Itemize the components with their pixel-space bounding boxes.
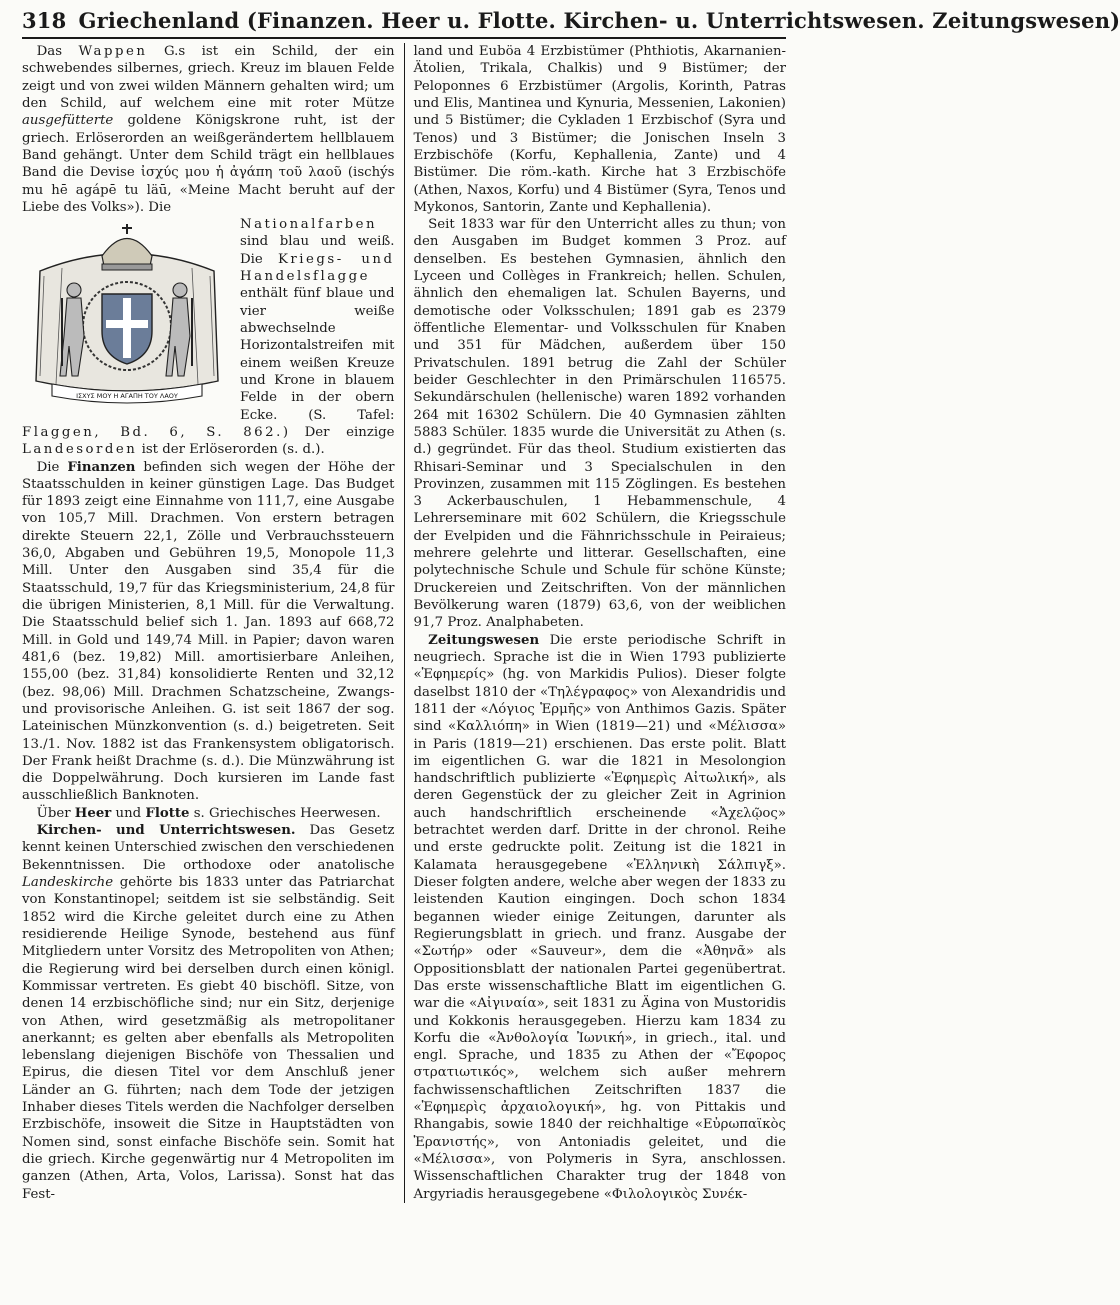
- header-rule: [22, 37, 786, 39]
- wappen-text: G.s ist ein Schild, der ein schwebendes silbernes, griech. Kreuz im blauen Felde zeigt und von zwei wilden Männern gehalten wird; um den Schild, auf welchem eine mit roter Mütze: [22, 44, 395, 111]
- zeitung-text: Die erste periodische Schrift in neugriech. Sprache ist die in Wien 1793 publizierte «Ἐφημερίς» (hg. von Markidis Pulios). Dieser folgte daselbst 1810 der «Τηλέγραφος» von Alexandridis und 1811 der «Λόγιος Ἑρμῆς» von Anthimos Gazis. Später sind «Καλλιόπη» in Wien (1819—21) und «Μέλισσα» in Paris (1819—21) erschienen. Das erste polit. Blatt im eigentlichen G. war die 1821 in Mesolongion handschriftlich publizierte «Ἐφημερὶς Αἰτωλική», als deren Gegenstück der zu gleicher Zeit in Agrinion auch handschriftlich erscheinende «Ἀχελῷος» betrachtet werden darf. Dritte in der chronol. Reihe und erste gedruckte polit. Zeitung ist die 1821 in Kalamata herausgegebene «Ἑλληνικὴ Σάλπιγξ». Dieser folgten andere, welche aber wegen der 1833 zu leistenden Kaution eingingen. Doch schon 1834 begannen wieder einige Zeitungen, darunter als Regierungsblatt in griech. und franz. Ausgabe der «Σωτήρ» oder «Sauveur», dem die «Ἀθηνᾶ» als Oppositionsblatt der nationalen Partei gegenübertrat. Das erste wissenschaftliche Blatt im eigentlichen G. war die «Αἰγιναία», seit 1831 zu Ägina von Mustoridis und Kokkonis herausgegeben. Hierzu kam 1834 zu Korfu die «Ἀνθολογία Ἰωνική», in griech., ital. und engl. Sprache, und 1835 zu Athen der «Ἔφορος στρατιωτικός», welchem sich außer mehrern fachwissenschaftlichen Zeitschriften 1837 die «Ἐφημερὶς ἀρχαιολογική», hg. von Pittakis und Rhangabis, sowie 1840 der reichhaltige «Εὐρωπαϊκὸς Ἐρανιστής», von Antoniadis geleitet, und die «Μέλισσα», von Polymeris in Syra, anschlossen. Wissenschaftlichen Charakter trug der 1848 von Argyriadis herausgegebene «Φιλολογικὸς Συνέκ-: [413, 632, 786, 1202]
- wappen-italic: ausgefütterte: [22, 113, 114, 129]
- heer-und: und: [111, 805, 146, 821]
- wappen-text-5: ) Der einzige: [282, 424, 395, 440]
- coat-of-arms-illustration: [22, 216, 232, 416]
- flotte-heading: Flotte: [145, 805, 190, 821]
- finanzen-intro: Die: [36, 459, 68, 475]
- crest-motto: ΙΣΧΥΣ ΜΟΥ Η ΑΓΑΠΗ ΤΟΥ ΛΑΟΥ: [76, 392, 178, 401]
- heer-heading: Heer: [74, 805, 112, 821]
- kriegsflagge-term: Kriegs- und Handelsflagge: [240, 251, 395, 285]
- wappen-text-4: enthält fünf blaue und vier weiße abwechselnde Horizontalstreifen mit einem weißen Kreuze und Krone in blauem Felde in der obern Ecke. (S. Tafel:: [240, 286, 395, 423]
- finanzen-heading: Finanzen: [67, 459, 136, 475]
- heer-reference: s. Griechisches Heerwesen.: [189, 805, 381, 821]
- wappen-intro: Das: [36, 44, 79, 59]
- wappen-term: Wappen: [78, 44, 148, 59]
- left-column: [22, 43, 404, 1203]
- nationalfarben-term: Nationalfarben: [240, 217, 378, 233]
- running-header: [22, 8, 1120, 34]
- heer-paragraph: [22, 805, 395, 822]
- finanzen-paragraph: [22, 459, 395, 805]
- heer-pre: Über: [36, 805, 75, 821]
- unterricht-paragraph: Seit 1833 war für den Unterricht alles zu thun; von den Ausgaben im Budget kommen 3 Proz. auf denselben. Es bestehen Gymnasien, ähnlich den Lyceen und Collèges in Frankreich; hellen. Schulen, ähnlich den ehemaligen lat. Schulen Bayerns, und demotische oder Volksschulen; 1891 gab es 2379 öffentliche Elementar- und Volksschulen für Knaben und 351 für Mädchen, außerdem über 150 Privatschulen. 1891 betrug die Zahl der Schüler beider Geschlechter in den Primärschulen 116575. Sekundärschulen (hellenische) waren 1892 vorhanden 264 mit 16302 Schülern. Die 40 Gymnasien zählten 5883 Schüler. 1835 wurde die Universität zu Athen (s. d.) gegründet. Für das theol. Studium existierten das Rhisari-Seminar und 3 Specialschulen in den Provinzen, zusammen mit 115 Zöglingen. Es bestehen 3 Ackerbauschulen, 1 Hebammenschule, 4 Lehrerseminare mit 602 Schülern, die Kriegsschule der Evelpiden und die Fähnrichsschule in Peiraieus; mehrere gelehrte und litterar. Gesellschaften, eine polytechnische Schule und Schule für schöne Künste; Druckereien und Zeitschriften. Von der männlichen Bevölkerung waren (1879) 63,6, von der weiblichen 91,7 Proz. Analphabeten.: [413, 217, 786, 631]
- header-title: Griechenland (Finanzen. Heer u. Flotte. Kirchen- u. Unterrichtswesen. Zeitungswesen): [78, 8, 1120, 33]
- kirchen-text: Das Gesetz kennt keinen Unterschied zwischen den verschiedenen Bekenntnissen. Die orthodoxe oder anatolische: [22, 823, 395, 873]
- text-columns: [22, 43, 786, 1203]
- landeskirche-term: Landeskirche: [22, 875, 114, 890]
- zeitung-heading: Zeitungswesen: [428, 632, 540, 648]
- wappen-text-2: goldene Königskrone ruht, ist der griech. Erlöserorden an weißgerändertem hellblauem Band gehängt. Unter dem Schild trägt ein hellblaues Band die Devise ἰσχύς μου ἡ ἀγάπη τοῦ λαοῦ (ischýs mu hē agápē tu läū, «Meine Macht beruht auf der Liebe des Volks»). Die: [22, 113, 395, 215]
- finanzen-text: befinden sich wegen der Höhe der Staatsschulden in keiner günstigen Lage. Das Budget für 1893 zeigt eine Einnahme von 111,7, eine Ausgabe von 105,7 Mill. Drachmen. Von erstern betragen direkte Steuern 22,1, Zölle und Verbrauchssteuern 36,0, Abgaben und Gebühren 19,5, Monopole 11,3 Mill. Unter den Ausgaben sind 35,4 für die Staatsschuld, 19,7 für das Kriegsministerium, 24,8 für die übrigen Ministerien, 8,1 Mill. für die Verwaltung. Die Staatsschuld belief sich 1. Jan. 1893 auf 668,72 Mill. in Gold und 149,74 Mill. in Papier; davon waren 481,6 (bez. 19,82) Mill. amortisierbare Anleihen, 155,00 (bez. 31,84) konsolidierte Renten und 32,12 (bez. 98,06) Mill. Drachmen Schatzscheine, Zwangs- und provisorische Anleihen. G. ist seit 1867 der sog. Lateinischen Münzkonvention (s. d.) beigetreten. Seit 13./1. Nov. 1882 ist das Frankensystem obligatorisch. Der Frank heißt Drachme (s. d.). Die Münzwährung ist die Doppelwährung. Doch kursieren im Lande fast ausschließlich Banknoten.: [22, 459, 395, 804]
- right-column: [404, 43, 787, 1203]
- page-number: 318: [22, 8, 67, 33]
- wappen-text-3: sind blau und weiß. Die: [240, 234, 395, 267]
- zeitung-paragraph: [414, 632, 787, 1203]
- wappen-text-6: ist der Erlöserorden (s. d.).: [137, 442, 325, 458]
- kirchen-paragraph: [22, 822, 395, 1203]
- kirchen-heading: Kirchen- und Unterrichtswesen.: [36, 823, 296, 839]
- landesorden-term: Landesorden: [22, 442, 138, 458]
- kirchen-text-2: gehörte bis 1833 unter das Patriarchat von Konstantinopel; seitdem ist sie selbständig. Seit 1852 wird die Kirche geleitet durch eine zu Athen residierende Heilige Synode, bestehend aus fünf Mitgliedern unter Vorsitz des Metropoliten von Athen; die Regierung wird bei derselben durch einen königl. Kommissar vertreten. Es giebt 40 bischöfl. Sitze, von denen 14 erzbischöfliche sind; nur ein Sitz, derjenige von Athen, wird gesetzmäßig als metropolitaner anerkannt; es gelten aber ebenfalls als Metropoliten lebenslang diejenigen Bischöfe von Thessalien und Epirus, die diesen Titel vor dem Anschluß jener Länder an G. führten; nach dem Tode der jetzigen Inhaber dieses Titels werden die Nachfolger derselben Erzbischöfe, insoweit die Sitze in Hauptstädten von Nomen sind, sonst einfache Bischöfe sein. Somit hat die griech. Kirche gegenwärtig nur 4 Metropoliten im ganzen (Athen, Arta, Volos, Larissa). Sonst hat das Fest-: [22, 875, 395, 1202]
- flaggen-reference: Flaggen, Bd. 6, S. 862.: [22, 424, 283, 440]
- kirchen-continuation: land und Euböa 4 Erzbistümer (Phthiotis, Akarnanien-Ätolien, Trikala, Chalkis) und 9 Bistümer; der Peloponnes 6 Erzbistümer (Argolis, Korinth, Patras und Elis, Mantinea und Kynuria, Messenien, Lakonien) und 5 Bistümer; die Cykladen 1 Erzbischof (Syra und Tenos) und 3 Bistümer; die Jonischen Inseln 3 Erzbischöfe (Korfu, Kephallenia, Zante) und 4 Bistümer. Die röm.-kath. Kirche hat 3 Erzbischöfe (Athen, Naxos, Korfu) und 4 Bistümer (Syra, Tenos und Mykonos, Santorin, Zante und Kephallenia).: [413, 44, 786, 215]
- wappen-paragraph: [22, 43, 395, 216]
